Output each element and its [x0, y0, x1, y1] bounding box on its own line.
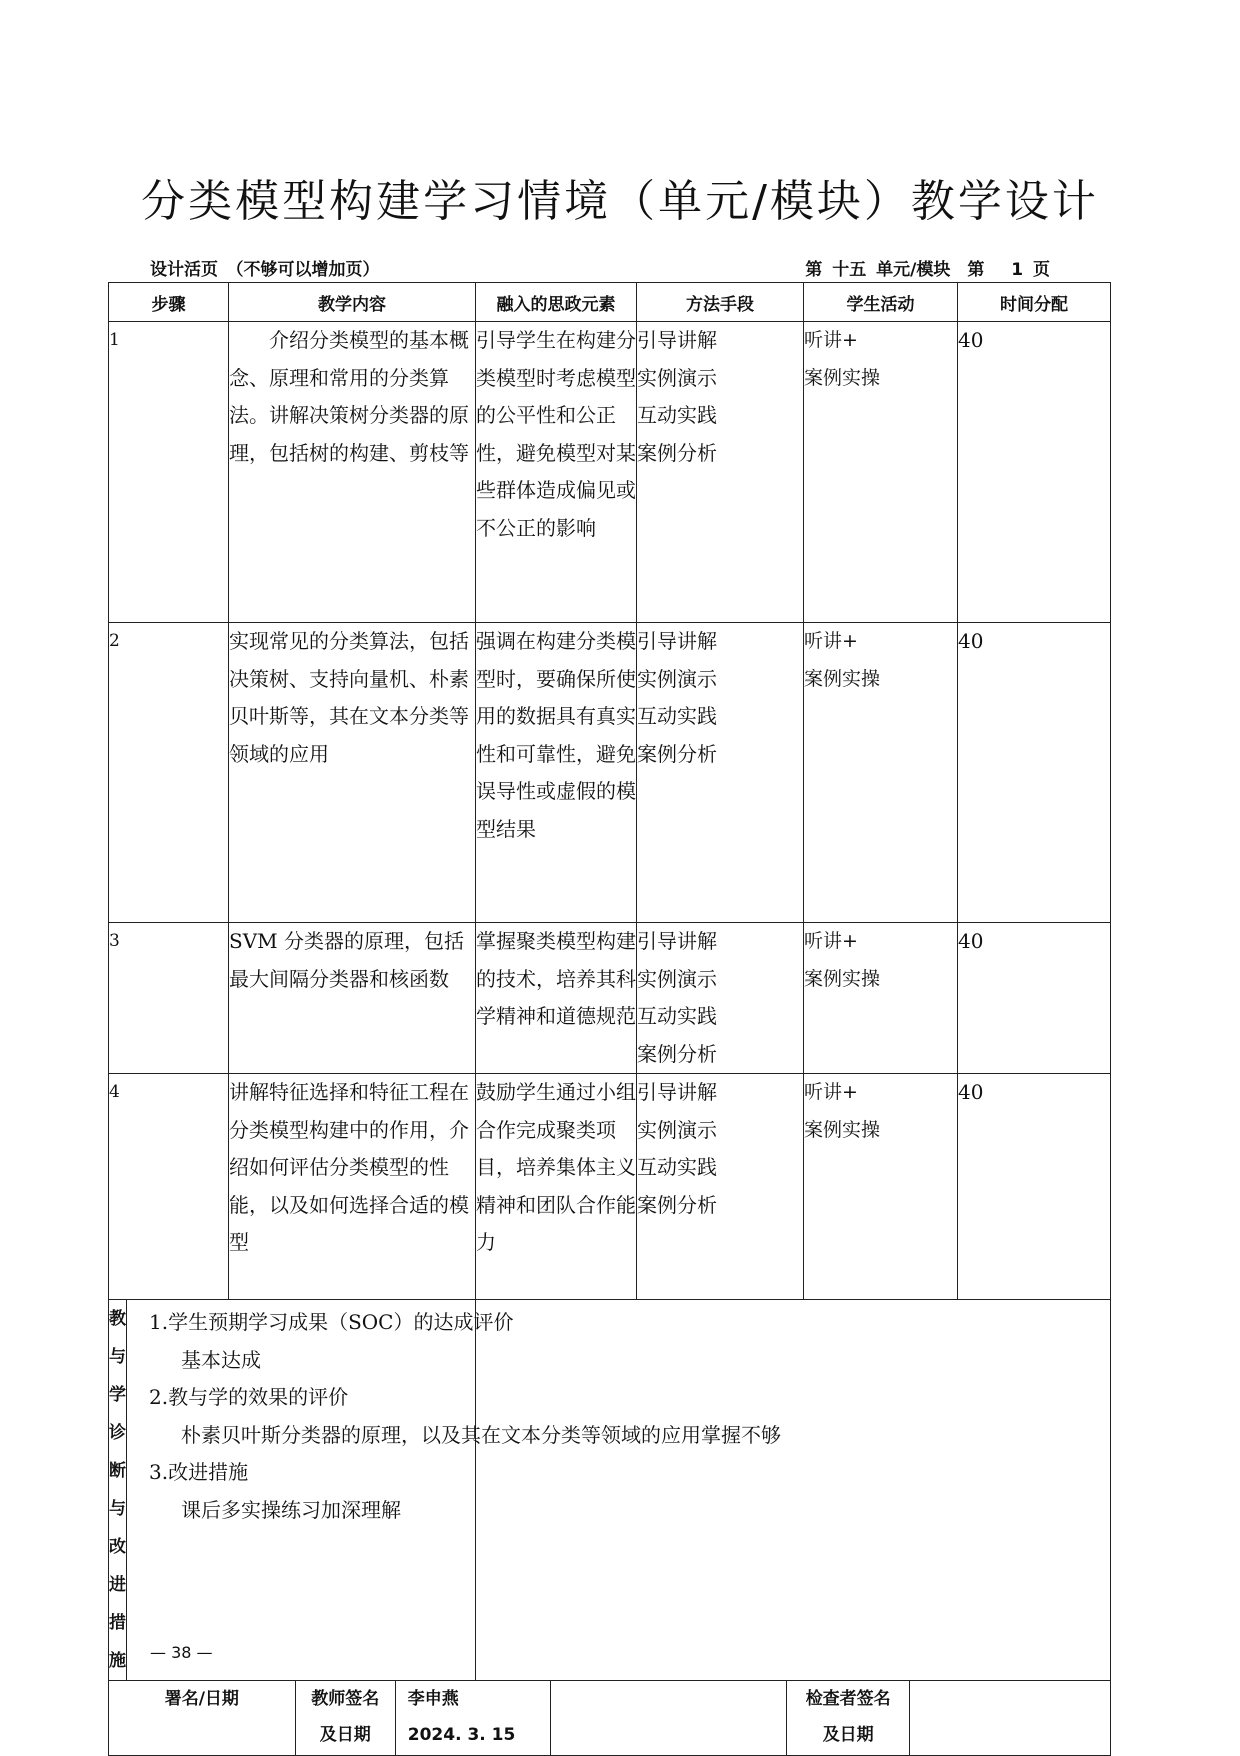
diagnosis-item-2: 2.教与学的效果的评价	[149, 1385, 349, 1409]
ideology-element: 引导学生在构建分类模型时考虑模型的公平性和公正性，避免模型对某些群体造成偏见或不公正的影响	[476, 322, 637, 623]
header-methods: 方法手段	[637, 283, 804, 322]
method-item: 互动实践	[637, 403, 717, 427]
ideology-element: 掌握聚类模型构建的技术，培养其科学精神和道德规范	[476, 923, 637, 1074]
method-item: 实例演示	[637, 666, 717, 691]
blank-cell	[550, 1681, 786, 1755]
method-item: 引导讲解	[637, 328, 717, 352]
method-item: 案例分析	[637, 1041, 717, 1066]
diagnosis-label	[109, 1300, 127, 1680]
page-number: — 38 —	[150, 1643, 213, 1662]
teaching-content: 讲解特征选择和特征工程在分类模型构建中的作用，介绍如何评估分类模型的性能，以及如何选择合适的模型	[229, 1074, 476, 1300]
method-item: 引导讲解	[637, 629, 717, 653]
method-item: 实例演示	[637, 365, 717, 390]
method-item: 互动实践	[637, 1155, 717, 1179]
teacher-name: 李申燕	[407, 1689, 459, 1709]
checker-signature-label-line2: 及日期	[822, 1725, 874, 1745]
activity-item: 听讲+	[804, 930, 858, 952]
teacher-signature-label	[295, 1681, 395, 1755]
activity-item: 听讲+	[804, 630, 858, 652]
method-item: 实例演示	[637, 966, 717, 991]
teaching-content: 介绍分类模型的基本概念、原理和常用的分类算法。讲解决策树分类器的原理，包括树的构建、剪枝等	[229, 328, 469, 465]
table-row	[109, 322, 1111, 623]
table-row	[109, 1074, 1111, 1300]
activities-cell	[804, 923, 958, 1074]
methods-cell	[637, 1074, 804, 1300]
step-number: 2	[109, 623, 229, 923]
diagnosis-item-3-detail: 课后多实操练习加深理解	[181, 1497, 401, 1522]
method-item: 引导讲解	[637, 929, 717, 953]
time-allocation: 40	[958, 1074, 1111, 1300]
checker-signature-label	[787, 1681, 910, 1755]
methods-cell	[637, 923, 804, 1074]
header-activities: 学生活动	[804, 283, 958, 322]
page-title: 分类模型构建学习情境（单元/模块）教学设计	[141, 176, 1099, 227]
activities-cell	[804, 322, 958, 623]
activity-item: 听讲+	[804, 1081, 858, 1103]
time-allocation: 40	[958, 623, 1111, 923]
method-item: 引导讲解	[637, 1080, 717, 1104]
diagnosis-item-1: 1.学生预期学习成果（SOC）的达成评价	[149, 1310, 514, 1334]
step-number: 3	[109, 923, 229, 1074]
checker-signature-label-line1: 检查者签名	[805, 1689, 891, 1709]
method-item: 案例分析	[637, 440, 717, 465]
checker-signature-value	[910, 1681, 1110, 1755]
method-item: 互动实践	[637, 704, 717, 728]
activities-cell	[804, 623, 958, 923]
diagnosis-item-2-detail: 朴素贝叶斯分类器的原理，以及其在文本分类等领域的应用掌握不够	[181, 1422, 781, 1447]
activity-item: 案例实操	[804, 967, 881, 990]
diagnosis-row	[109, 1300, 1111, 1681]
diagnosis-item-3: 3.改进措施	[149, 1460, 249, 1484]
methods-cell	[637, 322, 804, 623]
step-number: 4	[109, 1074, 229, 1300]
header-content: 教学内容	[229, 283, 476, 322]
teacher-signature-value	[395, 1681, 550, 1755]
method-item: 实例演示	[637, 1117, 717, 1142]
subheader-unit-page: 第 十五 单元/模块 第 1 页	[805, 260, 1050, 280]
method-item: 案例分析	[637, 741, 717, 766]
activity-item: 案例实操	[804, 366, 881, 389]
table-header-row	[109, 283, 1111, 322]
diagnosis-label-line1: 教与学诊断	[109, 1309, 126, 1481]
methods-cell	[637, 623, 804, 923]
teacher-signature-label-line2: 及日期	[319, 1725, 371, 1745]
time-allocation: 40	[958, 923, 1111, 1074]
ideology-element: 鼓励学生通过小组合作完成聚类项目，培养集体主义精神和团队合作能力	[476, 1074, 637, 1300]
step-number: 1	[109, 322, 229, 623]
activity-item: 案例实操	[804, 667, 881, 690]
activity-item: 案例实操	[804, 1118, 881, 1141]
activities-cell	[804, 1074, 958, 1300]
teacher-signature-label-line1: 教师签名	[311, 1689, 380, 1709]
header-time: 时间分配	[958, 283, 1111, 322]
activity-item: 听讲+	[804, 329, 858, 351]
header-step: 步骤	[109, 283, 229, 322]
time-allocation: 40	[958, 322, 1111, 623]
header-ideology: 融入的思政元素	[476, 283, 637, 322]
teaching-plan-table	[108, 282, 1111, 1756]
method-item: 互动实践	[637, 1004, 717, 1028]
teaching-content: 实现常见的分类算法，包括决策树、支持向量机、朴素贝叶斯等，其在文本分类等领域的应用	[229, 623, 476, 923]
diagnosis-label-line2: 与改进措施	[109, 1499, 126, 1671]
ideology-element: 强调在构建分类模型时，要确保所使用的数据具有真实性和可靠性，避免误导性或虚假的模型结果	[476, 623, 637, 923]
subheader-note: 设计活页 （不够可以增加页）	[150, 260, 380, 280]
teaching-content: SVM 分类器的原理，包括最大间隔分类器和核函数	[229, 923, 476, 1074]
table-row	[109, 923, 1111, 1074]
method-item: 案例分析	[637, 1192, 717, 1217]
diagnosis-item-1-detail: 基本达成	[181, 1347, 261, 1372]
signature-row	[109, 1681, 1111, 1756]
teacher-date: 2024. 3. 15	[407, 1725, 516, 1745]
signature-label: 署名/日期	[109, 1681, 295, 1755]
table-row	[109, 623, 1111, 923]
